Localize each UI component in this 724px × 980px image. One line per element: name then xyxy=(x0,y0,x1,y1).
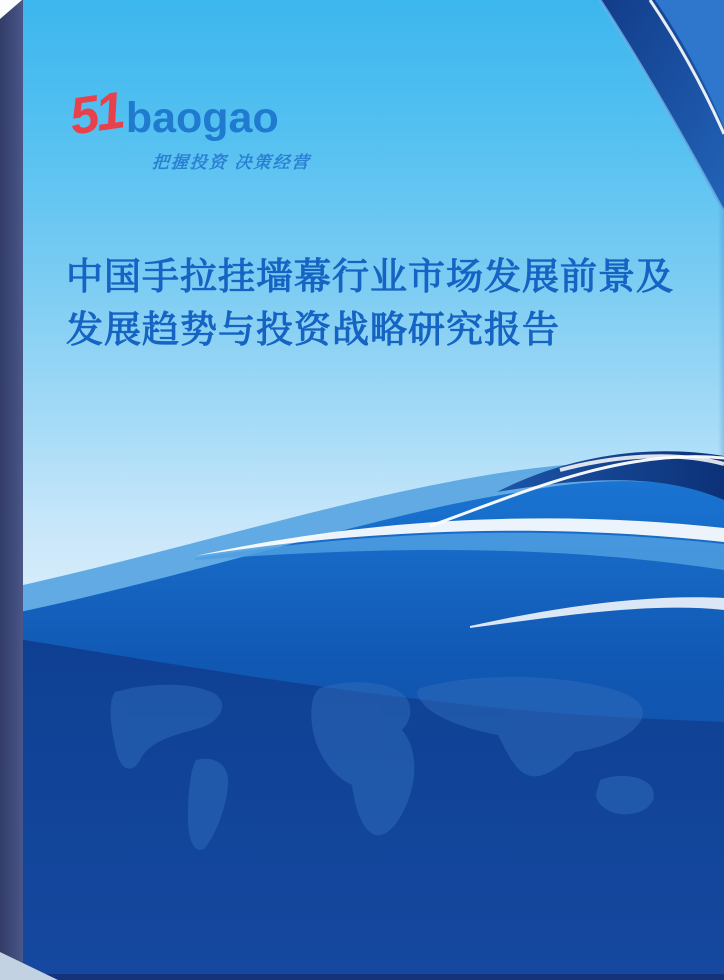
left-binding-strip xyxy=(0,0,23,980)
bottom-dark-bar xyxy=(0,974,724,980)
wave-graphic xyxy=(0,430,724,980)
brand-name-text: baogao xyxy=(125,94,279,142)
top-left-corner-fold xyxy=(0,0,22,19)
report-title xyxy=(66,250,686,356)
report-title-line-2: 发展趋势与投资战略研究报告 xyxy=(66,309,560,350)
report-title-line-1: 中国手拉挂墙幕行业市场发展前景及 xyxy=(66,256,674,297)
brand-logo xyxy=(66,81,312,173)
brand-prefix-text: 51 xyxy=(66,81,126,147)
brand-slogan-text: 把握投资 决策经营 xyxy=(151,153,312,172)
